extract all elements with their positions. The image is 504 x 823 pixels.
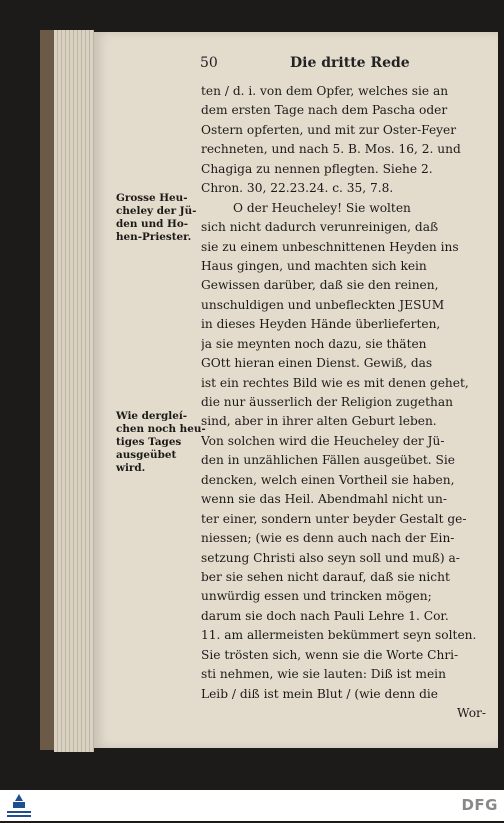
text-line: sie zu einem unbeschnittenen Heyden ins [201, 239, 459, 254]
marginal-line: Grosse Heu- [116, 192, 188, 204]
text-line: GOtt hieran einen Dienst. Gewiß, das [201, 356, 433, 371]
page-number: 50 [200, 55, 218, 71]
text-line: ber sie sehen nicht darauf, daß sie nicht [201, 569, 450, 584]
text-line: niessen; (wie es denn auch nach der Ein- [201, 531, 455, 546]
text-line: Haus gingen, und machten sich kein [201, 258, 427, 273]
text-line: die nur äusserlich der Religion zugethan [201, 395, 453, 409]
text-line: Sie trösten sich, wenn sie die Worte Chri- [201, 647, 459, 662]
viewer-footer [0, 790, 504, 821]
text-line: ja sie meynten noch dazu, sie thäten [201, 336, 427, 351]
text-line: 11. am allermeisten bekümmert seyn solten. [201, 628, 477, 643]
text-line: Leib / diß ist mein Blut / (wie denn die [201, 686, 439, 701]
text-line: sich nicht dadurch verunreinigen, daß [201, 220, 439, 235]
marginal-line: hen-Priester. [116, 231, 192, 243]
library-logo-icon [4, 792, 34, 819]
main-text-block [201, 82, 486, 723]
page-edges [54, 30, 94, 752]
text-line: dencken, welch einen Vortheil sie haben, [201, 472, 455, 487]
text-line: unwürdig essen und trincken mögen; [201, 589, 432, 604]
marginal-note-today [116, 410, 206, 475]
marginal-line: Wie dergleí- [116, 410, 188, 422]
text-line: Chagiga zu nennen pflegten. Siehe 2. [201, 161, 433, 176]
marginal-line: den und Ho- [116, 218, 189, 230]
text-line: unschuldigen und unbefleckten JESUM [201, 297, 445, 312]
text-line: sind, aber in ihrer alten Geburt leben. [201, 414, 437, 429]
running-title: Die dritte Rede [290, 55, 410, 71]
text-line: rechneten, und nach 5. B. Mos. 16, 2. und [201, 142, 461, 157]
text-line: dem ersten Tage nach dem Pascha oder [201, 103, 448, 118]
text-line: ter einer, sondern unter beyder Gestalt ge- [201, 511, 467, 526]
dfg-logo: DFG [461, 796, 498, 814]
text-line: ist ein rechtes Bild wie es mit denen gehet, [201, 375, 469, 390]
text-line: Gewissen darüber, daß sie den reinen, [201, 278, 439, 293]
text-line: ten / d. i. von dem Opfer, welches sie an [201, 84, 449, 98]
marginal-line: ausgeübet [116, 449, 177, 461]
marginal-line: chen noch heu- [116, 423, 206, 435]
text-line: darum sie doch nach Pauli Lehre 1. Cor. [201, 608, 449, 623]
text-line: Chron. 30, 22.23.24. c. 35, 7.8. [201, 181, 394, 196]
marginal-line: cheley der Jü- [116, 205, 197, 217]
text-line: O der Heucheley! Sie wolten [233, 200, 411, 215]
marginal-line: wird. [116, 462, 146, 474]
marginal-line: tiges Tages [116, 436, 182, 448]
page-header [200, 55, 490, 75]
text-line: den in unzählichen Fällen ausgeübet. Sie [201, 453, 455, 468]
text-line: Von solchen wird die Heucheley der Jü- [201, 433, 445, 448]
text-line: wenn sie das Heil. Abendmahl nicht un- [201, 492, 447, 507]
text-line: Ostern opferten, und mit zur Oster-Feyer [201, 122, 457, 137]
catchword: Wor- [457, 706, 486, 720]
text-line: in dieses Heyden Hände überlieferten, [201, 317, 441, 332]
text-line: sti nehmen, wie sie lauten: Diß ist mein [201, 667, 446, 682]
marginal-note-hypocrisy [116, 192, 196, 244]
text-line: setzung Christi also seyn soll und muß) a- [201, 550, 460, 565]
